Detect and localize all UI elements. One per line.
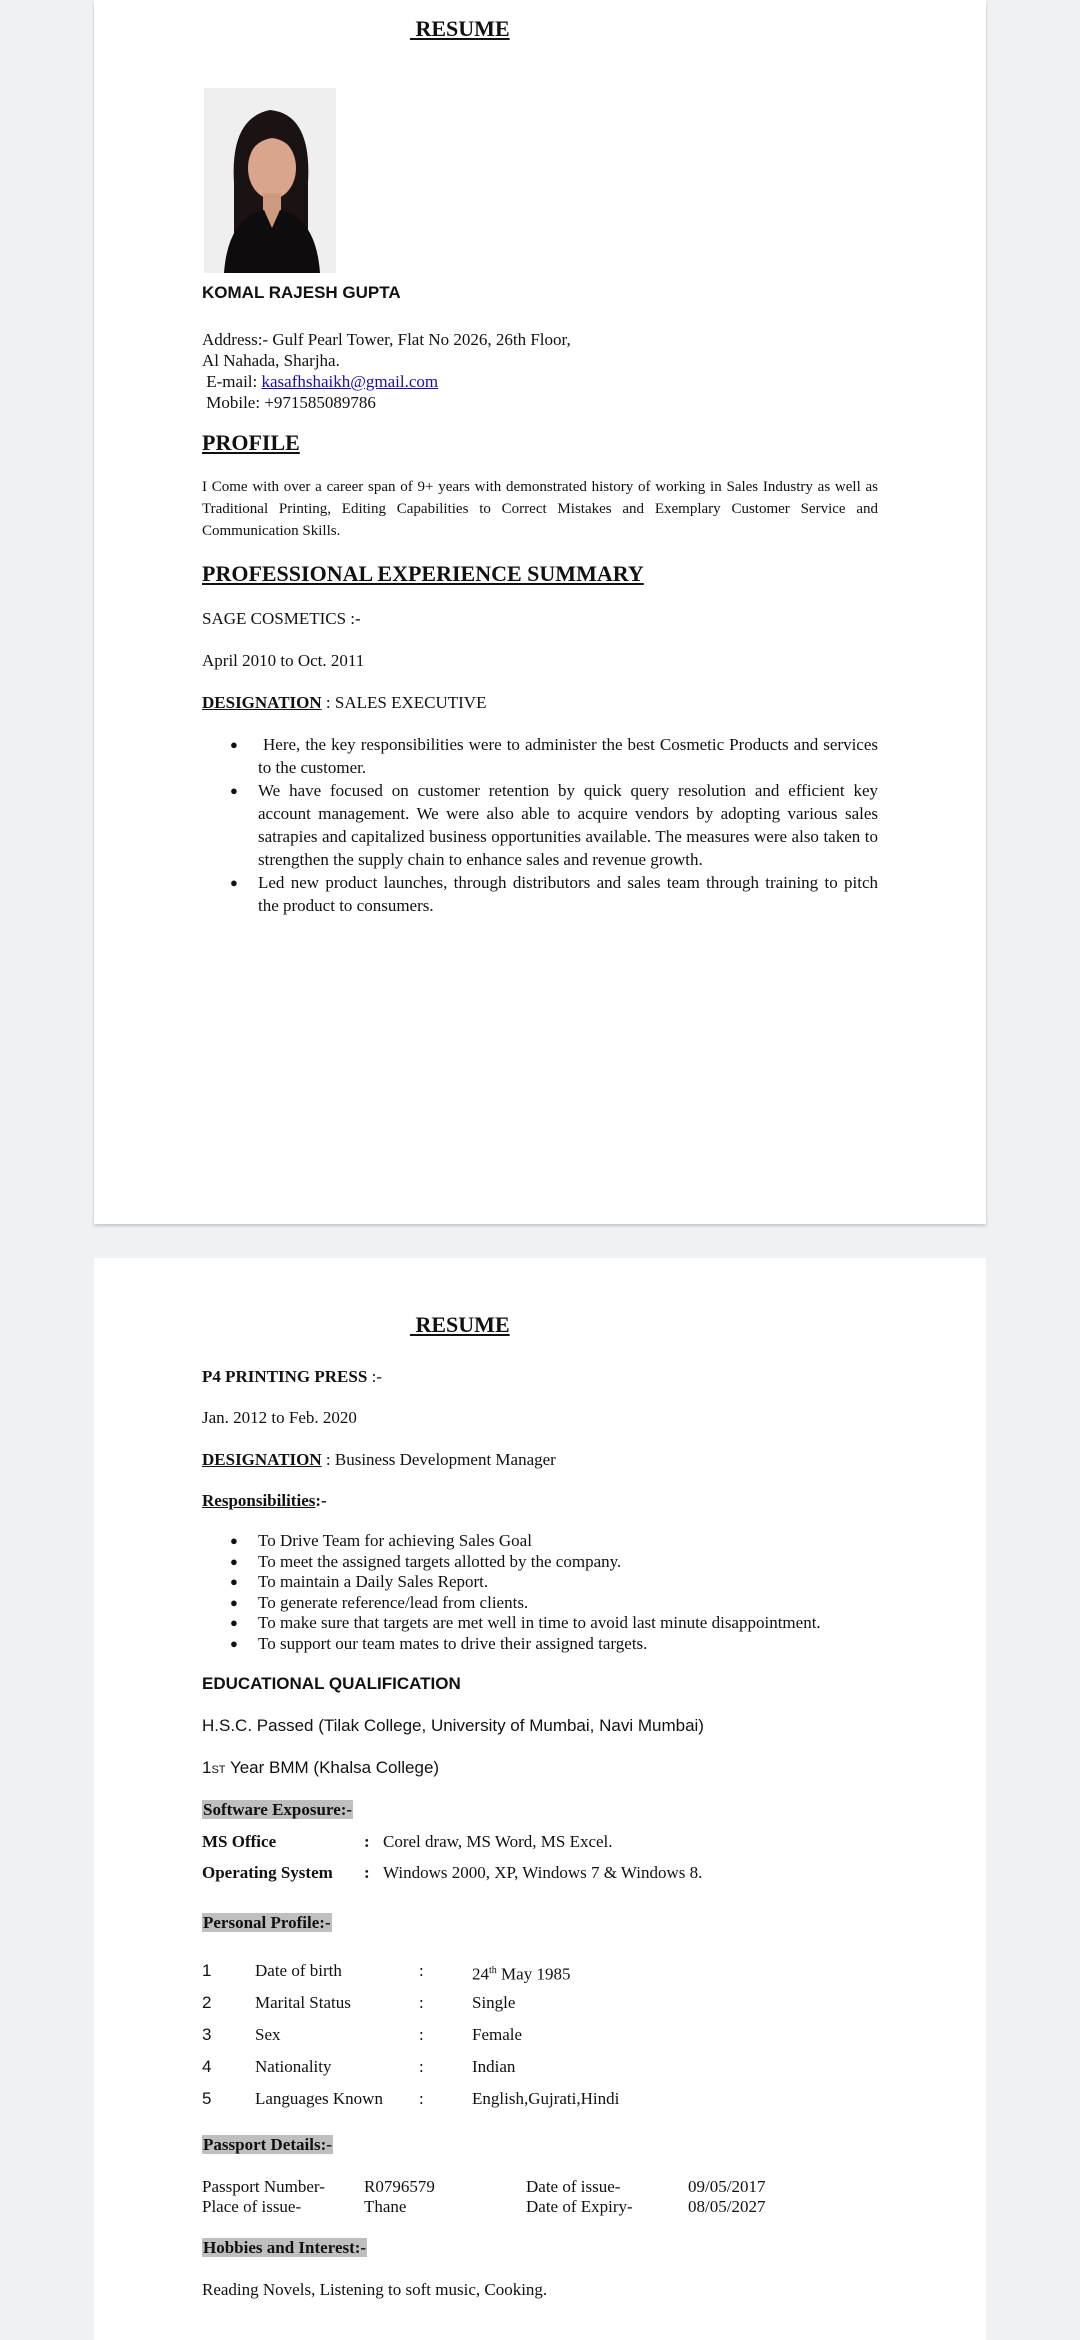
software-row	[202, 1862, 702, 1893]
responsibilities-label: Responsibilities	[202, 1491, 316, 1510]
passport-value: R0796579	[364, 2177, 435, 2196]
resume-title: RESUME	[410, 1312, 510, 1337]
personal-num: 1	[202, 1961, 212, 1980]
designation-label: DESIGNATION	[202, 1450, 322, 1469]
personal-label: Nationality	[255, 2057, 332, 2076]
personal-table	[202, 1960, 619, 2120]
software-heading	[202, 1800, 353, 1820]
passport-row	[202, 2177, 765, 2197]
personal-num: 2	[202, 1993, 212, 2012]
passport-heading	[202, 2135, 333, 2155]
company-name: P4 PRINTING PRESS	[202, 1367, 368, 1386]
education-2-number: 1	[202, 1758, 212, 1777]
software-label: MS Office	[202, 1832, 277, 1851]
personal-num: 4	[202, 2057, 212, 2076]
designation-value: : Business Development Manager	[321, 1450, 556, 1469]
resume-title: RESUME	[410, 16, 510, 41]
passport-row	[202, 2197, 765, 2217]
personal-row	[202, 2088, 619, 2120]
personal-heading	[202, 1913, 332, 1933]
list-item: ● Here, the key responsibilities were to administer the best Cosmetic Products and services to the customer.	[202, 733, 878, 779]
personal-num: 3	[202, 2025, 212, 2044]
list-item: ● We have focused on customer retention by quick query resolution and efficient key account management. We were also able to acquire vendors by adopting various sales satrapies and capitalized business opportunities available. The measures were also taken to strengthen the supply chain to enhance sales and revenue growth.	[202, 779, 878, 871]
personal-label: Marital Status	[255, 1993, 351, 2012]
personal-separator: :	[419, 2025, 424, 2044]
hobbies-heading-label: Hobbies and Interest:-	[203, 2238, 367, 2257]
personal-value-post: May 1985	[496, 1964, 571, 1984]
responsibilities-suffix: :-	[315, 1491, 327, 1510]
profile-photo	[204, 88, 336, 273]
list-item: ● To make sure that targets are met well in time to avoid last minute disappointment.	[202, 1613, 942, 1634]
company-suffix: :-	[367, 1367, 382, 1386]
passport-table	[202, 2177, 765, 2217]
address-line-1: Address:- Gulf Pearl Tower, Flat No 2026, 26th Floor,	[202, 330, 571, 349]
personal-separator: :	[419, 1993, 424, 2012]
personal-heading-label: Personal Profile:-	[203, 1913, 331, 1932]
company-line	[202, 1366, 382, 1387]
personal-value: Indian	[472, 2057, 516, 2076]
document-page-2	[94, 1258, 986, 2340]
designation-line	[202, 1449, 556, 1470]
passport-value: 08/05/2027	[688, 2197, 766, 2216]
list-item: ● To generate reference/lead from clients.	[202, 1593, 942, 1614]
personal-row	[202, 1960, 619, 1992]
email-line	[202, 371, 571, 392]
hobbies-text: Reading Novels, Listening to soft music, Cooking.	[202, 2280, 548, 2299]
responsibilities-heading	[202, 1490, 327, 1511]
personal-value	[472, 1960, 570, 1992]
personal-label: Date of birth	[255, 1961, 342, 1980]
passport-value: 09/05/2017	[688, 2177, 766, 2196]
hobbies-heading	[202, 2238, 367, 2258]
email-label: E-mail:	[202, 372, 262, 391]
personal-separator: :	[419, 1961, 424, 1980]
passport-label: Date of Expiry-	[526, 2197, 633, 2216]
software-label: Operating System	[202, 1863, 333, 1882]
employment-period: April 2010 to Oct. 2011	[202, 651, 365, 670]
designation-value: : SALES EXECUTIVE	[321, 693, 487, 712]
list-item: ● To maintain a Daily Sales Report.	[202, 1572, 942, 1593]
passport-heading-label: Passport Details:-	[203, 2135, 332, 2154]
software-value: Windows 2000, XP, Windows 7 & Windows 8.	[383, 1863, 703, 1882]
personal-row	[202, 1992, 619, 2024]
responsibility-list	[202, 1531, 942, 1654]
personal-row	[202, 2024, 619, 2056]
company-name: SAGE COSMETICS :-	[202, 609, 361, 628]
passport-value: Thane	[364, 2197, 407, 2216]
list-item: ● Led new product launches, through distributors and sales team through training to pitch the product to consumers.	[202, 871, 878, 917]
passport-label: Date of issue-	[526, 2177, 621, 2196]
education-2-rest: Year BMM (Khalsa College)	[225, 1758, 440, 1777]
employment-period: Jan. 2012 to Feb. 2020	[202, 1408, 357, 1427]
designation-line	[202, 692, 486, 713]
education-2-ordinal: ST	[211, 1764, 226, 1776]
personal-num: 5	[202, 2089, 212, 2108]
passport-label: Passport Number-	[202, 2177, 325, 2196]
document-page-1	[94, 0, 986, 1224]
personal-value-sup: th	[489, 1965, 497, 1976]
email-link[interactable]: kasafhshaikh@gmail.com	[261, 372, 439, 391]
education-item-2	[202, 1758, 439, 1778]
list-item: ● To meet the assigned targets allotted by the company.	[202, 1552, 942, 1573]
personal-separator: :	[419, 2089, 424, 2108]
software-value: Corel draw, MS Word, MS Excel.	[383, 1832, 613, 1851]
profile-heading: PROFILE	[202, 430, 300, 455]
list-item: ● To support our team mates to drive their assigned targets.	[202, 1634, 942, 1655]
personal-row	[202, 2056, 619, 2088]
address-line-2: Al Nahada, Sharjha.	[202, 351, 340, 370]
profile-photo-image	[204, 88, 336, 273]
software-row	[202, 1831, 702, 1862]
software-table	[202, 1831, 702, 1893]
personal-value-main: 24	[472, 1964, 489, 1984]
software-separator: :	[364, 1863, 370, 1882]
education-heading: EDUCATIONAL QUALIFICATION	[202, 1674, 461, 1693]
contact-block	[202, 329, 571, 413]
personal-value: English,Gujrati,Hindi	[472, 2089, 620, 2108]
education-item-1: H.S.C. Passed (Tilak College, University of Mumbai, Navi Mumbai)	[202, 1716, 704, 1735]
personal-label: Sex	[255, 2025, 281, 2044]
software-heading-label: Software Exposure:-	[203, 1800, 353, 1819]
designation-label: DESIGNATION	[202, 693, 322, 712]
mobile-line: Mobile: +971585089786	[202, 393, 376, 412]
software-separator: :	[364, 1832, 370, 1851]
personal-label: Languages Known	[255, 2089, 383, 2108]
responsibility-list	[202, 733, 883, 917]
profile-text: I Come with over a career span of 9+ years with demonstrated history of working in Sales Industry as well as Traditional Printing, Editing Capabilities to Correct Mistakes and Exemplary Customer Service and Communication Skills.	[202, 479, 878, 539]
passport-label: Place of issue-	[202, 2197, 302, 2216]
list-item: ● To Drive Team for achieving Sales Goal	[202, 1531, 942, 1552]
candidate-name: KOMAL RAJESH GUPTA	[202, 283, 401, 302]
personal-value: Female	[472, 2025, 523, 2044]
personal-separator: :	[419, 2057, 424, 2076]
personal-value: Single	[472, 1993, 516, 2012]
experience-heading: PROFESSIONAL EXPERIENCE SUMMARY	[202, 561, 644, 586]
